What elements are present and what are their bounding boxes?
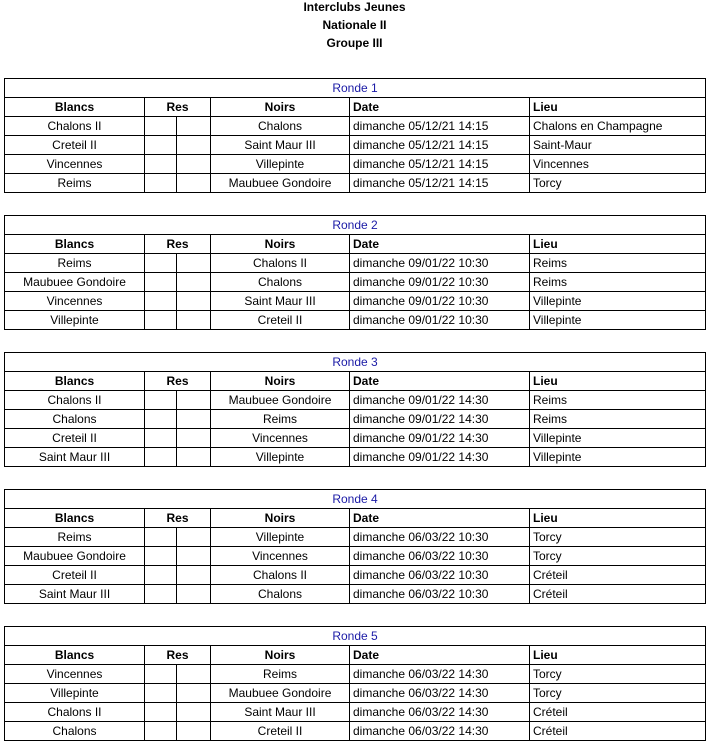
table-row — [5, 410, 706, 429]
cell-res-black — [177, 311, 211, 330]
header-res: Res — [145, 98, 211, 117]
cell-res-white — [145, 448, 177, 467]
cell-res-black — [177, 585, 211, 604]
cell-noirs: Vincennes — [211, 429, 350, 448]
cell-res-black — [177, 254, 211, 273]
cell-res-black — [177, 292, 211, 311]
cell-date: dimanche 09/01/22 14:30 — [350, 410, 530, 429]
header-noirs: Noirs — [211, 235, 350, 254]
cell-date: dimanche 09/01/22 14:30 — [350, 391, 530, 410]
header-lieu: Lieu — [530, 372, 706, 391]
cell-res-black — [177, 273, 211, 292]
column-header-row — [5, 372, 706, 391]
cell-res-black — [177, 155, 211, 174]
cell-blancs: Reims — [5, 528, 145, 547]
cell-blancs: Maubuee Gondoire — [5, 273, 145, 292]
cell-res-white — [145, 117, 177, 136]
header-line2: Nationale II — [322, 18, 387, 32]
cell-res-black — [177, 429, 211, 448]
cell-lieu: Villepinte — [530, 429, 706, 448]
cell-res-white — [145, 292, 177, 311]
cell-noirs: Villepinte — [211, 155, 350, 174]
header-noirs: Noirs — [211, 509, 350, 528]
table-row — [5, 684, 706, 703]
table-row — [5, 448, 706, 467]
cell-blancs: Vincennes — [5, 292, 145, 311]
ronde-title-row — [5, 627, 706, 646]
cell-date: dimanche 09/01/22 14:30 — [350, 448, 530, 467]
cell-blancs: Reims — [5, 254, 145, 273]
cell-noirs: Saint Maur III — [211, 136, 350, 155]
table-row — [5, 292, 706, 311]
column-header-row — [5, 509, 706, 528]
header-lieu: Lieu — [530, 235, 706, 254]
cell-lieu: Reims — [530, 254, 706, 273]
header-lieu: Lieu — [530, 646, 706, 665]
cell-blancs: Reims — [5, 174, 145, 193]
cell-res-white — [145, 684, 177, 703]
header-lieu: Lieu — [530, 509, 706, 528]
cell-blancs: Creteil II — [5, 429, 145, 448]
cell-res-white — [145, 547, 177, 566]
cell-date: dimanche 09/01/22 10:30 — [350, 254, 530, 273]
header-date: Date — [350, 235, 530, 254]
ronde-table — [4, 489, 706, 604]
table-row — [5, 273, 706, 292]
cell-noirs: Maubuee Gondoire — [211, 391, 350, 410]
cell-lieu: Torcy — [530, 528, 706, 547]
cell-noirs: Reims — [211, 665, 350, 684]
header-blancs: Blancs — [5, 646, 145, 665]
cell-date: dimanche 05/12/21 14:15 — [350, 136, 530, 155]
cell-res-black — [177, 174, 211, 193]
cell-res-black — [177, 410, 211, 429]
cell-noirs: Saint Maur III — [211, 703, 350, 722]
header-res: Res — [145, 646, 211, 665]
cell-lieu: Torcy — [530, 665, 706, 684]
cell-blancs: Chalons — [5, 410, 145, 429]
cell-lieu: Torcy — [530, 684, 706, 703]
cell-blancs: Villepinte — [5, 311, 145, 330]
ronde-table — [4, 78, 706, 193]
cell-lieu: Villepinte — [530, 292, 706, 311]
table-row — [5, 665, 706, 684]
cell-noirs: Maubuee Gondoire — [211, 684, 350, 703]
cell-res-black — [177, 722, 211, 741]
table-row — [5, 528, 706, 547]
cell-date: dimanche 06/03/22 10:30 — [350, 547, 530, 566]
table-row — [5, 429, 706, 448]
header-res: Res — [145, 372, 211, 391]
cell-blancs: Chalons II — [5, 703, 145, 722]
cell-lieu: Villepinte — [530, 311, 706, 330]
table-row — [5, 136, 706, 155]
cell-res-black — [177, 391, 211, 410]
cell-blancs: Saint Maur III — [5, 585, 145, 604]
cell-lieu: Créteil — [530, 566, 706, 585]
cell-res-black — [177, 528, 211, 547]
cell-res-black — [177, 117, 211, 136]
cell-date: dimanche 05/12/21 14:15 — [350, 117, 530, 136]
cell-res-white — [145, 391, 177, 410]
cell-res-white — [145, 703, 177, 722]
cell-noirs: Villepinte — [211, 448, 350, 467]
cell-noirs: Vincennes — [211, 547, 350, 566]
cell-noirs: Reims — [211, 410, 350, 429]
cell-date: dimanche 06/03/22 14:30 — [350, 665, 530, 684]
cell-noirs: Villepinte — [211, 528, 350, 547]
header-date: Date — [350, 646, 530, 665]
header-date: Date — [350, 509, 530, 528]
ronde-title: Ronde 3 — [5, 353, 706, 372]
header-blancs: Blancs — [5, 509, 145, 528]
cell-date: dimanche 05/12/21 14:15 — [350, 174, 530, 193]
cell-res-white — [145, 155, 177, 174]
cell-noirs: Creteil II — [211, 311, 350, 330]
cell-blancs: Vincennes — [5, 155, 145, 174]
cell-blancs: Creteil II — [5, 566, 145, 585]
cell-res-white — [145, 410, 177, 429]
cell-res-white — [145, 722, 177, 741]
cell-res-white — [145, 254, 177, 273]
cell-noirs: Chalons II — [211, 254, 350, 273]
header-date: Date — [350, 98, 530, 117]
cell-lieu: Reims — [530, 391, 706, 410]
ronde-title: Ronde 1 — [5, 79, 706, 98]
header-noirs: Noirs — [211, 372, 350, 391]
ronde-title: Ronde 4 — [5, 490, 706, 509]
table-row — [5, 311, 706, 330]
cell-noirs: Chalons — [211, 273, 350, 292]
cell-noirs: Saint Maur III — [211, 292, 350, 311]
cell-noirs: Chalons — [211, 117, 350, 136]
ronde-title-row — [5, 490, 706, 509]
cell-res-white — [145, 665, 177, 684]
cell-date: dimanche 09/01/22 14:30 — [350, 429, 530, 448]
cell-res-white — [145, 174, 177, 193]
cell-lieu: Créteil — [530, 703, 706, 722]
header-res: Res — [145, 509, 211, 528]
column-header-row — [5, 98, 706, 117]
cell-date: dimanche 06/03/22 10:30 — [350, 528, 530, 547]
cell-date: dimanche 09/01/22 10:30 — [350, 292, 530, 311]
cell-lieu: Reims — [530, 273, 706, 292]
cell-noirs: Maubuee Gondoire — [211, 174, 350, 193]
cell-date: dimanche 06/03/22 14:30 — [350, 703, 530, 722]
table-row — [5, 722, 706, 741]
cell-blancs: Saint Maur III — [5, 448, 145, 467]
table-row — [5, 585, 706, 604]
cell-lieu: Torcy — [530, 174, 706, 193]
cell-blancs: Creteil II — [5, 136, 145, 155]
table-row — [5, 547, 706, 566]
cell-date: dimanche 06/03/22 10:30 — [350, 585, 530, 604]
cell-date: dimanche 09/01/22 10:30 — [350, 311, 530, 330]
cell-res-black — [177, 684, 211, 703]
cell-date: dimanche 06/03/22 10:30 — [350, 566, 530, 585]
cell-res-black — [177, 547, 211, 566]
cell-lieu: Reims — [530, 410, 706, 429]
table-row — [5, 391, 706, 410]
cell-res-black — [177, 703, 211, 722]
cell-noirs: Chalons — [211, 585, 350, 604]
header-res: Res — [145, 235, 211, 254]
cell-lieu: Chalons en Champagne — [530, 117, 706, 136]
cell-lieu: Créteil — [530, 585, 706, 604]
cell-lieu: Torcy — [530, 547, 706, 566]
cell-date: dimanche 05/12/21 14:15 — [350, 155, 530, 174]
cell-blancs: Chalons II — [5, 117, 145, 136]
cell-blancs: Villepinte — [5, 684, 145, 703]
table-row — [5, 174, 706, 193]
cell-lieu: Vincennes — [530, 155, 706, 174]
page-header — [0, 0, 709, 52]
cell-blancs: Vincennes — [5, 665, 145, 684]
table-row — [5, 703, 706, 722]
cell-res-black — [177, 566, 211, 585]
cell-blancs: Maubuee Gondoire — [5, 547, 145, 566]
ronde-table — [4, 352, 706, 467]
header-lieu: Lieu — [530, 98, 706, 117]
cell-res-black — [177, 448, 211, 467]
header-blancs: Blancs — [5, 98, 145, 117]
cell-res-white — [145, 429, 177, 448]
cell-noirs: Chalons II — [211, 566, 350, 585]
table-row — [5, 566, 706, 585]
header-noirs: Noirs — [211, 646, 350, 665]
ronde-table — [4, 626, 706, 741]
ronde-title-row — [5, 79, 706, 98]
table-row — [5, 155, 706, 174]
cell-lieu: Créteil — [530, 722, 706, 741]
header-line3: Groupe III — [326, 36, 383, 50]
cell-res-white — [145, 273, 177, 292]
cell-res-white — [145, 528, 177, 547]
ronde-title: Ronde 5 — [5, 627, 706, 646]
header-line1: Interclubs Jeunes — [303, 0, 406, 14]
cell-blancs: Chalons — [5, 722, 145, 741]
cell-date: dimanche 06/03/22 14:30 — [350, 722, 530, 741]
cell-res-white — [145, 136, 177, 155]
header-blancs: Blancs — [5, 235, 145, 254]
cell-blancs: Chalons II — [5, 391, 145, 410]
ronde-title: Ronde 2 — [5, 216, 706, 235]
cell-lieu: Villepinte — [530, 448, 706, 467]
cell-lieu: Saint-Maur — [530, 136, 706, 155]
cell-date: dimanche 09/01/22 10:30 — [350, 273, 530, 292]
cell-res-black — [177, 136, 211, 155]
cell-res-white — [145, 311, 177, 330]
cell-noirs: Creteil II — [211, 722, 350, 741]
table-row — [5, 254, 706, 273]
cell-res-black — [177, 665, 211, 684]
cell-res-white — [145, 585, 177, 604]
ronde-table — [4, 215, 706, 330]
header-blancs: Blancs — [5, 372, 145, 391]
cell-date: dimanche 06/03/22 14:30 — [350, 684, 530, 703]
column-header-row — [5, 646, 706, 665]
header-noirs: Noirs — [211, 98, 350, 117]
table-row — [5, 117, 706, 136]
ronde-title-row — [5, 353, 706, 372]
column-header-row — [5, 235, 706, 254]
ronde-title-row — [5, 216, 706, 235]
cell-res-white — [145, 566, 177, 585]
header-date: Date — [350, 372, 530, 391]
